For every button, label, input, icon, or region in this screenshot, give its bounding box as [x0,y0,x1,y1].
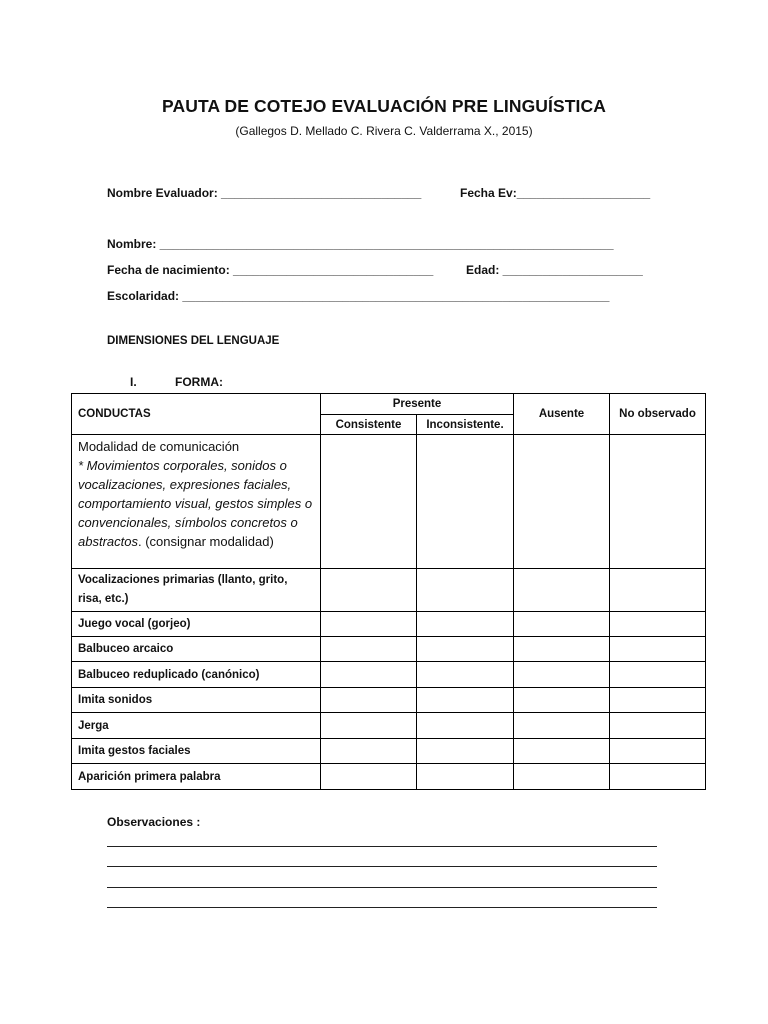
schooling-field[interactable]: Escolaridad: ________________________________________________________________ [107,289,610,303]
evaluation-date-field[interactable]: Fecha Ev:____________________ [460,186,651,200]
check-cell[interactable] [610,569,706,612]
table-row [72,764,706,790]
check-cell[interactable] [514,435,610,569]
row-label: Aparición primera palabra [72,764,321,790]
birthdate-field[interactable]: Fecha de nacimiento: ______________________________ [107,263,434,277]
check-cell[interactable] [610,739,706,764]
check-cell[interactable] [417,637,514,662]
table-row [72,662,706,688]
check-cell[interactable] [610,662,706,688]
header-no-observado: No observado [610,394,706,435]
row-label-modalidad [72,435,321,569]
check-cell[interactable] [610,764,706,790]
row-label: Jerga [72,713,321,739]
check-cell[interactable] [321,713,417,739]
subsection-title: FORMA: [175,375,223,389]
table-row [72,435,706,569]
modalidad-note: . (consignar modalidad) [137,534,274,549]
check-cell[interactable] [321,612,417,637]
check-cell[interactable] [417,662,514,688]
check-cell[interactable] [514,739,610,764]
evaluator-field[interactable]: Nombre Evaluador: ______________________________ [107,186,422,200]
check-cell[interactable] [610,637,706,662]
check-cell[interactable] [321,637,417,662]
check-cell[interactable] [417,435,514,569]
row-label: Balbuceo reduplicado (canónico) [72,662,321,688]
observations-line[interactable] [107,907,657,908]
modalidad-examples: * Movimientos corporales, sonidos o vocalizaciones, expresiones faciales, comportamiento visual, gestos simples o convencionales, símbolos concretos o abstractos [78,458,313,549]
check-cell[interactable] [610,713,706,739]
page-subtitle: (Gallegos D. Mellado C. Rivera C. Valderrama X., 2015) [235,124,533,138]
table-row [72,713,706,739]
header-conductas: CONDUCTAS [72,394,321,435]
check-cell[interactable] [514,612,610,637]
check-cell[interactable] [417,569,514,612]
observations-line[interactable] [107,887,657,888]
age-field[interactable]: Edad: _____________________ [466,263,643,277]
observations-line[interactable] [107,846,657,847]
check-cell[interactable] [514,688,610,713]
header-inconsistente: Inconsistente. [417,415,514,435]
check-cell[interactable] [321,688,417,713]
observations-label: Observaciones : [107,815,201,829]
check-cell[interactable] [417,688,514,713]
check-cell[interactable] [610,435,706,569]
section-title: DIMENSIONES DEL LENGUAJE [107,335,280,347]
row-label: Balbuceo arcaico [72,637,321,662]
table-row [72,739,706,764]
observations-line[interactable] [107,866,657,867]
check-cell[interactable] [321,435,417,569]
table-row [72,637,706,662]
check-cell[interactable] [514,569,610,612]
check-cell[interactable] [417,739,514,764]
check-cell[interactable] [514,662,610,688]
check-cell[interactable] [514,764,610,790]
table-row [72,569,706,612]
row-label: Imita gestos faciales [72,739,321,764]
check-cell[interactable] [321,739,417,764]
check-cell[interactable] [514,637,610,662]
checklist-table [71,393,706,790]
row-label: Juego vocal (gorjeo) [72,612,321,637]
check-cell[interactable] [514,713,610,739]
header-presente: Presente [321,394,514,415]
header-consistente: Consistente [321,415,417,435]
check-cell[interactable] [321,569,417,612]
check-cell[interactable] [417,764,514,790]
check-cell[interactable] [610,688,706,713]
check-cell[interactable] [417,713,514,739]
modalidad-title: Modalidad de comunicación [78,439,240,454]
header-ausente: Ausente [514,394,610,435]
table-row [72,688,706,713]
row-label: Imita sonidos [72,688,321,713]
row-label: Vocalizaciones primarias (llanto, grito, risa, etc.) [72,569,321,612]
page-title: PAUTA DE COTEJO EVALUACIÓN PRE LINGUÍSTICA [162,96,606,116]
check-cell[interactable] [417,612,514,637]
subsection-number: I. [130,375,137,389]
name-field[interactable]: Nombre: ____________________________________________________________________ [107,237,614,251]
check-cell[interactable] [610,612,706,637]
check-cell[interactable] [321,662,417,688]
check-cell[interactable] [321,764,417,790]
table-row [72,612,706,637]
